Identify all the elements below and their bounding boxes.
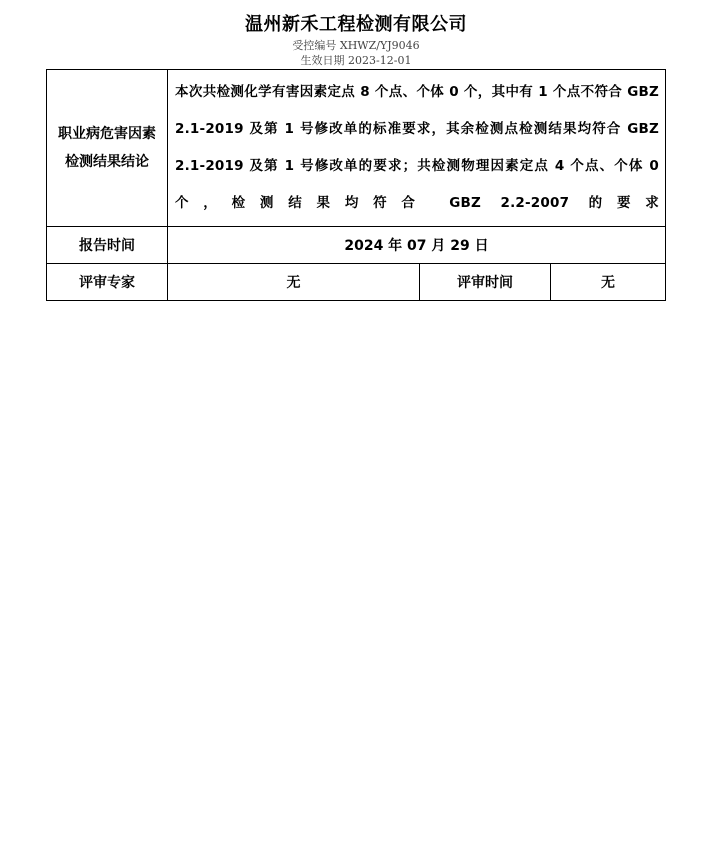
reviewer-row [47,264,666,301]
review-time-value: 无 [551,264,666,301]
report-time-row [47,227,666,264]
review-time-label: 评审时间 [420,264,551,301]
report-time-value: 2024 年 07 月 29 日 [168,227,666,264]
conclusion-label: 职业病危害因素检测结果结论 [47,70,168,227]
reviewer-value: 无 [168,264,420,301]
conclusion-text: 本次共检测化学有害因素定点 8 个点、个体 0 个，其中有 1 个点不符合 GBZ 2.1-2019 及第 1 号修改单的标准要求，其余检测点检测结果均符合 GBZ 2.1-2019 及第 1 号修改单的要求；共检测物理因素定点 4 个点、个体 0 个，检测结果均符合 GBZ 2.2-2007 的要求 [168,70,666,227]
report-table [46,69,666,301]
reviewer-label: 评审专家 [47,264,168,301]
effective-date: 生效日期 2023-12-01 [300,54,412,67]
control-number: 受控编号 XHWZ/YJ9046 [292,39,420,52]
conclusion-row [47,70,666,227]
report-time-label: 报告时间 [47,227,168,264]
company-title: 温州新禾工程检测有限公司 [245,14,467,35]
